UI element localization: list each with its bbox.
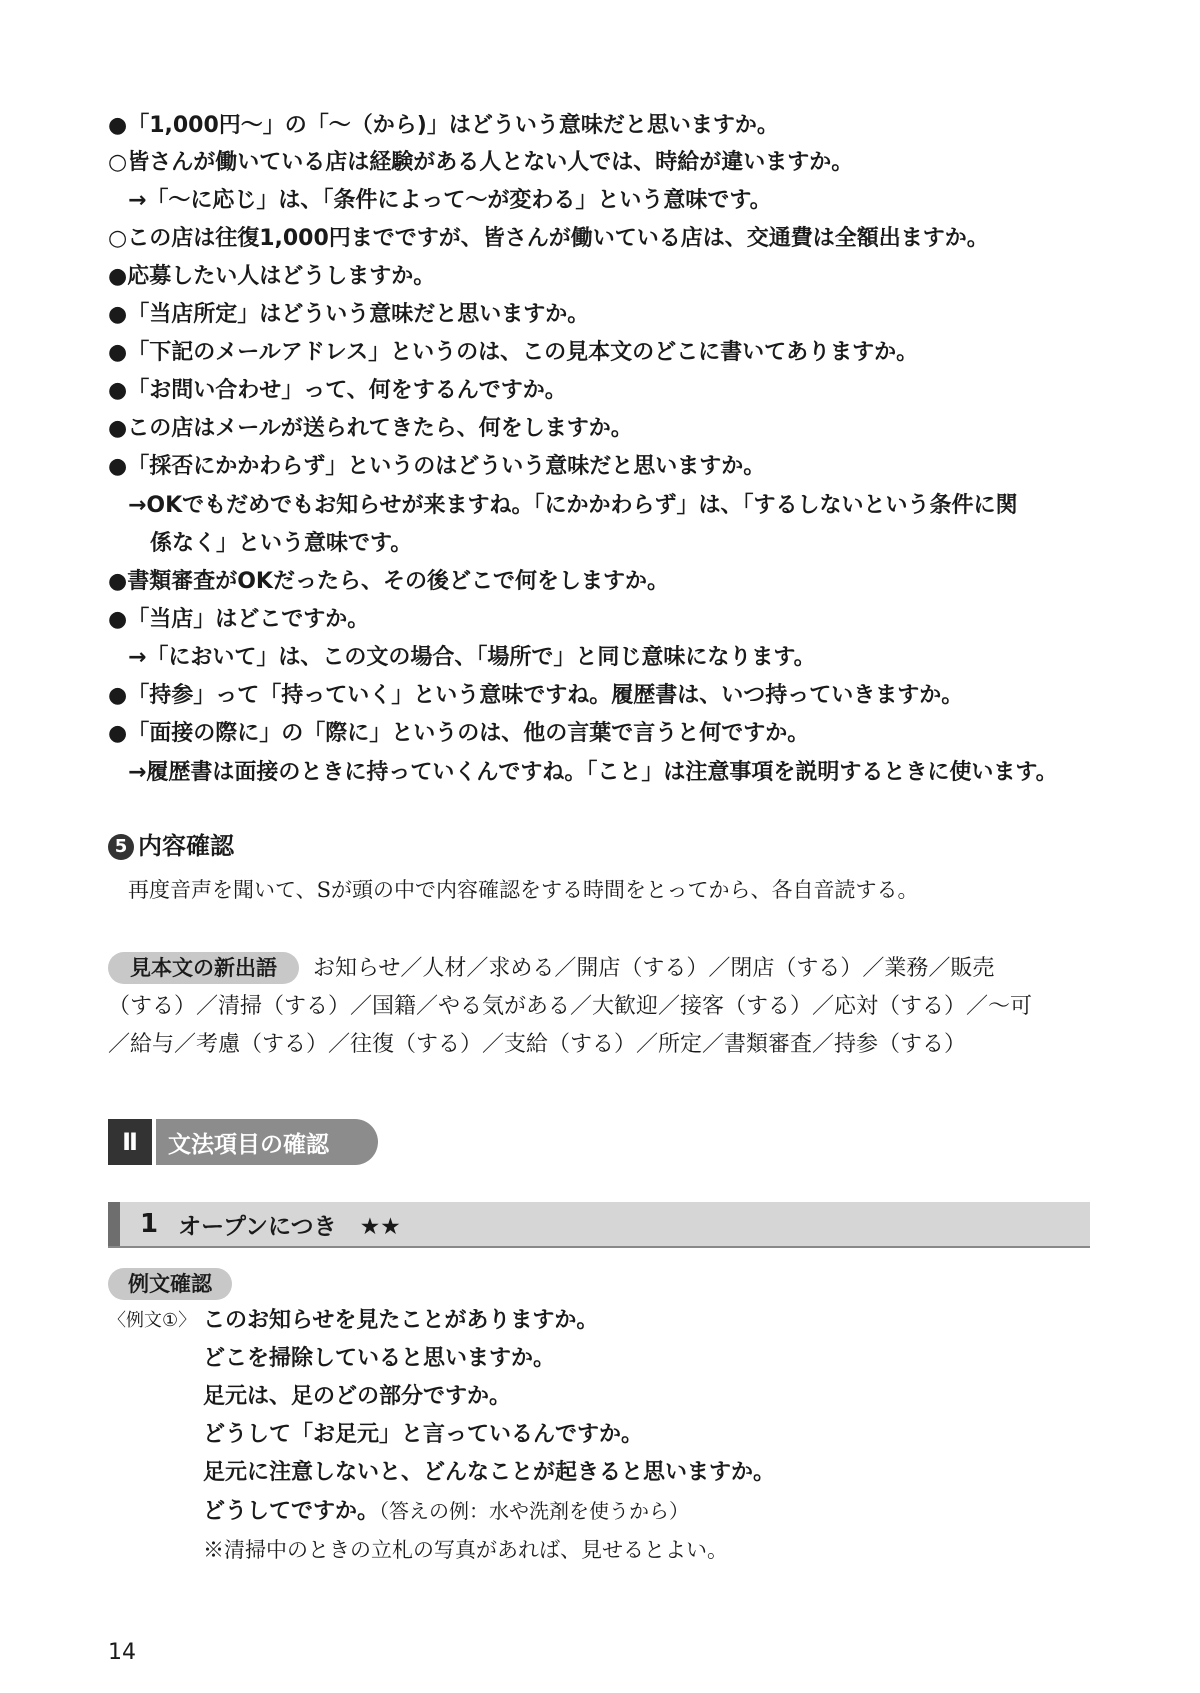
question-line: ●この店はメールが送られてきたら、何をしますか。 bbox=[108, 416, 633, 441]
question-line: ●「当店」はどこですか。 bbox=[108, 607, 370, 632]
example-question: どうしてですか。 bbox=[203, 1499, 380, 1524]
section-5-heading bbox=[108, 829, 234, 863]
vocab-label: 見本文の新出語 bbox=[108, 952, 299, 984]
part-title: 文法項目の確認 bbox=[156, 1119, 378, 1165]
answer-line: 係なく」という意味です。 bbox=[150, 531, 413, 556]
examples-label: 例文確認 bbox=[108, 1268, 232, 1300]
part-2-heading bbox=[108, 1119, 378, 1165]
example-line: 足元は、足のどの部分ですか。 bbox=[203, 1384, 512, 1409]
section-5-title: 内容確認 bbox=[138, 832, 234, 860]
answer-line: →履歴書は面接のときに持っていくんですね。「こと」は注意事項を説明するときに使います。 bbox=[128, 760, 1058, 785]
question-line: ●書類審査がOKだったら、その後どこで何をしますか。 bbox=[108, 569, 669, 594]
question-line: ○この店は往復1,000円までですが、皆さんが働いている店は、交通費は全額出ますか。 bbox=[108, 226, 989, 251]
question-line: ●応募したい人はどうしますか。 bbox=[108, 264, 436, 289]
grammar-title: オープンにつき ★★ bbox=[178, 1213, 401, 1240]
vocab-line: （する）／清掃（する）／国籍／やる気がある／大歓迎／接客（する）／応対（する）／〜可 bbox=[108, 994, 1033, 1019]
question-line: ●「当店所定」はどういう意味だと思いますか。 bbox=[108, 302, 590, 327]
section-number-badge: 5 bbox=[108, 834, 134, 860]
question-line: ●「お問い合わせ」って、何をするんですか。 bbox=[108, 378, 567, 403]
question-line: ●「採否にかかわらず」というのはどういう意味だと思いますか。 bbox=[108, 454, 766, 479]
question-line: ●「下記のメールアドレス」というのは、この見本文のどこに書いてありますか。 bbox=[108, 340, 919, 365]
part-numeral: Ⅱ bbox=[108, 1119, 152, 1165]
example-line: どこを掃除していると思いますか。 bbox=[203, 1346, 556, 1371]
vocab-line: お知らせ／人材／求める／開店（する）／閉店（する）／業務／販売 bbox=[313, 956, 995, 981]
example-line: このお知らせを見たことがありますか。 bbox=[203, 1308, 599, 1333]
vocab-block bbox=[108, 950, 1088, 1064]
example-answer-note: （答えの例：水や洗剤を使うから） bbox=[379, 1499, 690, 1523]
heading-accent bbox=[108, 1202, 120, 1246]
page-number: 14 bbox=[108, 1640, 136, 1665]
grammar-number: 1 bbox=[140, 1209, 159, 1239]
question-line: ●「面接の際に」の「際に」というのは、他の言葉で言うと何ですか。 bbox=[108, 721, 810, 746]
grammar-item-heading bbox=[108, 1202, 1090, 1248]
answer-line: →OKでもだめでもお知らせが来ますね。「にかかわらず」は、「するしないという条件に関 bbox=[128, 493, 1018, 518]
question-line: ○皆さんが働いている店は経験がある人とない人では、時給が違いますか。 bbox=[108, 150, 854, 175]
question-line: ●「持参」って「持っていく」という意味ですね。履歴書は、いつ持っていきますか。 bbox=[108, 683, 964, 708]
example-line: どうして「お足元」と言っているんですか。 bbox=[203, 1422, 644, 1447]
example-line bbox=[203, 1496, 689, 1527]
vocab-line: ／給与／考慮（する）／往復（する）／支給（する）／所定／書類審査／持参（する） bbox=[108, 1032, 967, 1057]
answer-line: →「〜に応じ」は、「条件によって〜が変わる」という意味です。 bbox=[128, 188, 772, 213]
question-line: ●「1,000円〜」の「〜（から)」はどういう意味だと思いますか。 bbox=[108, 113, 779, 138]
section-5-body: 再度音声を聞いて、Sが頭の中で内容確認をする時間をとってから、各自音読する。 bbox=[128, 878, 919, 902]
example-tag: 〈例文①〉 bbox=[108, 1310, 197, 1331]
answer-line: →「において」は、この文の場合、「場所で」と同じ意味になります。 bbox=[128, 645, 816, 670]
example-line: 足元に注意しないと、どんなことが起きると思いますか。 bbox=[203, 1460, 776, 1485]
teacher-note: ※清掃中のときの立札の写真があれば、見せるとよい。 bbox=[203, 1538, 728, 1562]
